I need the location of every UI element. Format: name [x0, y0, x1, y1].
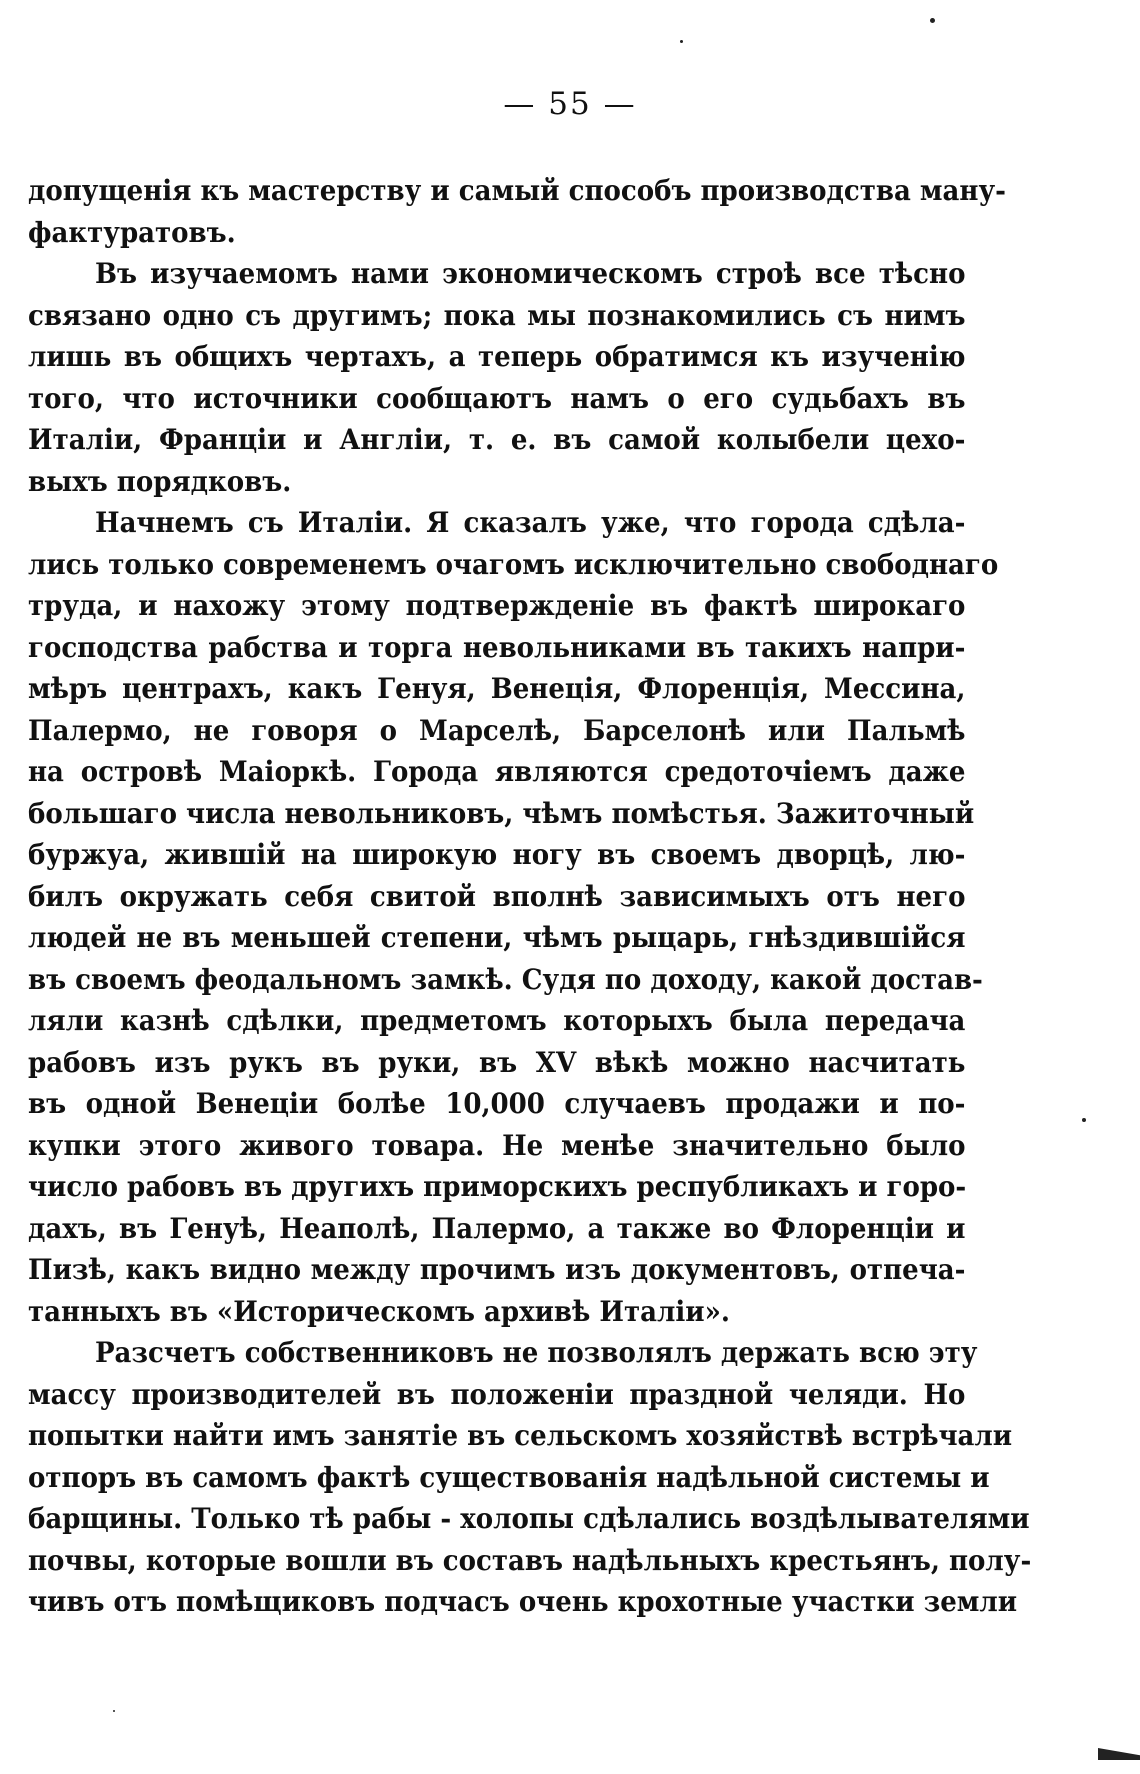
text-line: ляли казнѣ сдѣлки, предметомъ которыхъ была передача: [28, 1004, 966, 1037]
text-line: большаго числа невольниковъ, чѣмъ помѣстья. Зажиточный: [28, 796, 975, 830]
text-line: Пизѣ, какъ видно между прочимъ изъ документовъ, отпеча-: [28, 1253, 966, 1286]
text-line: въ одной Венеціи болѣе 10,000 случаевъ продажи и по-: [28, 1087, 966, 1120]
text-line: фактуратовъ.: [28, 215, 236, 249]
text-line: господства рабства и торга невольниками въ такихъ напри-: [28, 630, 966, 664]
scan-speck: [113, 1710, 115, 1712]
text-line: Палермо, не говоря о Марселѣ, Барселонѣ или Пальмѣ: [28, 713, 966, 747]
text-line: чивъ отъ помѣщиковъ подчасъ очень крохотные участки земли: [28, 1585, 1018, 1618]
text-line: барщины. Только тѣ рабы - холопы сдѣлались воздѣлывателями: [28, 1502, 1030, 1535]
text-line: лишь въ общихъ чертахъ, а теперь обратимся къ изученію: [28, 340, 966, 373]
text-line: выхъ порядковъ.: [28, 464, 292, 498]
text-line: Италіи, Франціи и Англіи, т. е. въ самой колыбели цехо-: [28, 423, 966, 456]
text-line: труда, и нахожу этому подтвержденіе въ фактѣ широкаго: [28, 589, 966, 622]
text-line: лись только современемъ очагомъ исключительно свободнаго: [28, 547, 999, 581]
text-line: дахъ, въ Генуѣ, Неаполѣ, Палермо, а также во Флоренціи и: [28, 1211, 966, 1245]
text-line: число рабовъ въ другихъ приморскихъ республикахъ и горо-: [28, 1170, 967, 1203]
scan-speck: [1082, 1118, 1086, 1122]
text-line: массу производителей въ положеніи праздной челяди. Но: [28, 1377, 966, 1411]
text-line: попытки найти имъ занятіе въ сельскомъ хозяйствѣ встрѣчали: [28, 1419, 1013, 1452]
text-line: допущенія къ мастерству и самый способъ производства ману-: [28, 174, 1006, 207]
text-line: рабовъ изъ рукъ въ руки, въ XV вѣкѣ можно насчитать: [28, 1045, 966, 1079]
text-line: мѣръ центрахъ, какъ Генуя, Венеція, Флоренція, Мессина,: [28, 672, 966, 705]
text-line: билъ окружать себя свитой вполнѣ зависимыхъ отъ него: [28, 879, 966, 913]
text-line: буржуа, жившій на широкую ногу въ своемъ дворцѣ, лю-: [28, 838, 966, 871]
text-line: Въ изучаемомъ нами экономическомъ строѣ все тѣсно: [94, 257, 966, 290]
text-line: связано одно съ другимъ; пока мы познакомились съ нимъ: [28, 298, 966, 332]
text-line: Разсчетъ собственниковъ не позволялъ держать всю эту: [94, 1336, 978, 1369]
text-line: того, что источники сообщаютъ намъ о его судьбахъ въ: [28, 381, 966, 415]
text-line: въ своемъ феодальномъ замкѣ. Судя по доходу, какой достав-: [28, 962, 983, 996]
page-corner-mark: [1098, 1748, 1140, 1760]
scan-speck: [930, 18, 935, 23]
text-line: почвы, которые вошли въ составъ надѣльныхъ крестьянъ, полу-: [28, 1543, 1032, 1577]
page-number: — 55 —: [503, 86, 637, 122]
text-line: купки этого живого товара. Не менѣе значительно было: [28, 1128, 966, 1162]
scan-speck: [680, 40, 683, 43]
text-line: Начнемъ съ Италіи. Я сказалъ уже, что города сдѣла-: [94, 506, 966, 539]
text-line: отпоръ въ самомъ фактѣ существованія надѣльной системы и: [28, 1460, 990, 1494]
body-text: [28, 170, 1032, 1623]
text-line: на островѣ Маіоркѣ. Города являются средоточіемъ даже: [28, 755, 966, 788]
text-line: танныхъ въ «Историческомъ архивѣ Италіи».: [28, 1294, 730, 1328]
text-line: людей не въ меньшей степени, чѣмъ рыцарь, гнѣздившійся: [28, 921, 966, 954]
